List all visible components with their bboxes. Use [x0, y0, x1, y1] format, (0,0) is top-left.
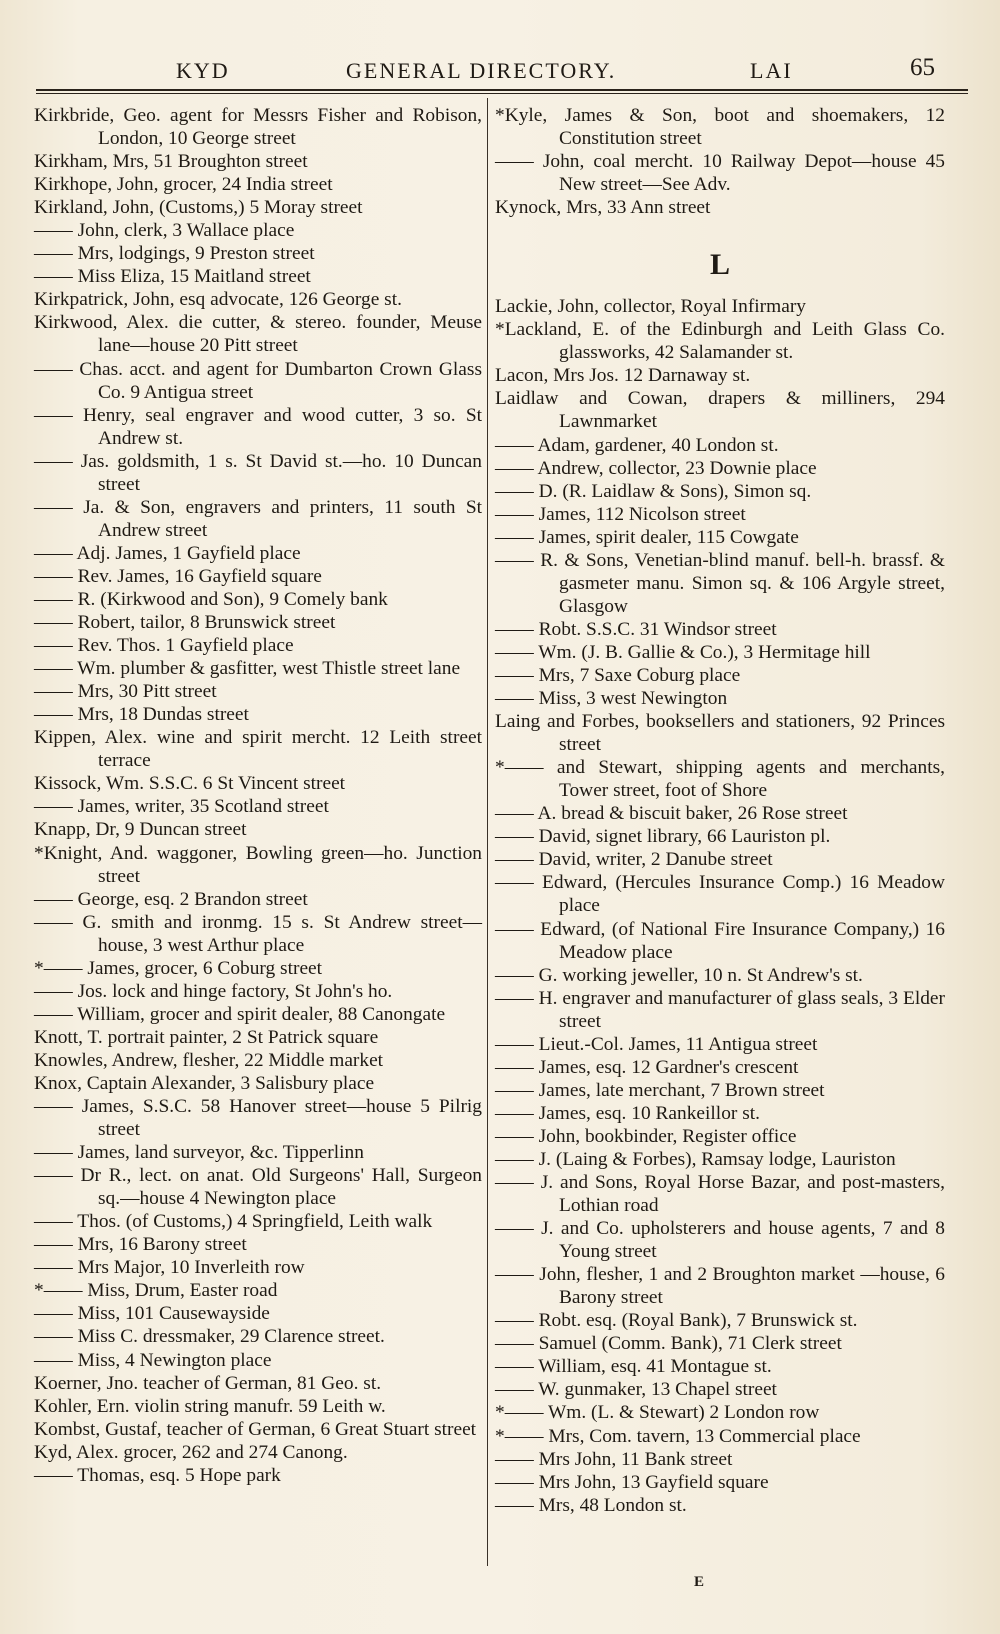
directory-entry: —— Mrs, 16 Barony street: [34, 1234, 247, 1256]
directory-entry: —— Miss, 4 Newington place: [34, 1349, 272, 1371]
right-column: [495, 104, 945, 1517]
directory-entry: —— Mrs, 7 Saxe Coburg place: [495, 664, 741, 686]
column-divider: [487, 98, 488, 1566]
header-left-guide-word: KYD: [176, 58, 230, 83]
directory-entry: Kissock, Wm. S.S.C. 6 St Vincent street: [34, 773, 346, 795]
directory-entry: —— Thos. (of Customs,) 4 Springfield, Leith walk: [34, 1211, 433, 1233]
directory-entry: —— Robert, tailor, 8 Brunswick street: [34, 612, 336, 634]
directory-entry: —— David, writer, 2 Danube street: [495, 849, 773, 871]
directory-entry: —— Mrs, 48 London st.: [495, 1494, 687, 1516]
directory-entry: —— Mrs John, 13 Gayfield square: [495, 1471, 769, 1493]
directory-entry: —— James, land surveyor, &c. Tipperlinn: [34, 1142, 364, 1164]
directory-entry: —— John, clerk, 3 Wallace place: [34, 220, 295, 242]
directory-entry: —— Mrs Major, 10 Inverleith row: [34, 1257, 305, 1279]
directory-entry: Kirkland, John, (Customs,) 5 Moray street: [34, 197, 363, 219]
directory-entry: *—— Miss, Drum, Easter road: [34, 1280, 278, 1302]
directory-entry: —— Edward, (of National Fire Insurance Company,) 16 Meadow place: [495, 918, 945, 963]
directory-entry: —— John, coal mercht. 10 Railway Depot—house 45 New street—See Adv.: [495, 151, 945, 196]
directory-entry: —— James, S.S.C. 58 Hanover street—house 5 Pilrig street: [34, 1096, 482, 1141]
directory-entry: —— J. and Co. upholsterers and house agents, 7 and 8 Young street: [495, 1218, 945, 1263]
directory-entry: —— Mrs, 30 Pitt street: [34, 681, 217, 703]
directory-entry: Kippen, Alex. wine and spirit mercht. 12 Leith street terrace: [34, 727, 482, 772]
directory-entry: *Lackland, E. of the Edinburgh and Leith Glass Co. glassworks, 42 Salamander st.: [495, 319, 945, 364]
directory-entry: —— W. gunmaker, 13 Chapel street: [495, 1379, 777, 1401]
directory-entry: —— Ja. & Son, engravers and printers, 11 south St Andrew street: [34, 496, 482, 541]
directory-entry: Kirkham, Mrs, 51 Broughton street: [34, 151, 308, 173]
directory-entry: Kirkpatrick, John, esq advocate, 126 George st.: [34, 289, 402, 311]
directory-entry: Lacon, Mrs Jos. 12 Darnaway st.: [495, 365, 751, 387]
directory-entry: —— R. & Sons, Venetian-blind manuf. bell-h. brassf. & gasmeter manu. Simon sq. & 106 Argyle street, Glasgow: [495, 549, 945, 617]
page-number: 65: [910, 54, 935, 81]
directory-entry: *Kyle, James & Son, boot and shoemakers, 12 Constitution street: [495, 105, 945, 150]
directory-entry: —— Jos. lock and hinge factory, St John's ho.: [34, 980, 393, 1002]
signature-mark: E: [694, 1574, 705, 1590]
directory-entry: —— Mrs John, 11 Bank street: [495, 1448, 733, 1470]
directory-entry: *—— James, grocer, 6 Coburg street: [34, 957, 323, 979]
directory-entry: —— Andrew, collector, 23 Downie place: [495, 457, 817, 479]
directory-entry: —— James, esq. 12 Gardner's crescent: [495, 1056, 799, 1078]
directory-entry: —— John, flesher, 1 and 2 Broughton market —house, 6 Barony street: [495, 1264, 945, 1309]
directory-entry: —— R. (Kirkwood and Son), 9 Comely bank: [34, 588, 388, 610]
directory-entry: —— G. working jeweller, 10 n. St Andrew's st.: [495, 964, 863, 986]
directory-entry: Knowles, Andrew, flesher, 22 Middle market: [34, 1049, 384, 1071]
directory-entry: Lackie, John, collector, Royal Infirmary: [495, 296, 806, 318]
directory-entry: —— Rev. Thos. 1 Gayfield place: [34, 635, 294, 657]
section-letter-heading: L: [709, 248, 730, 282]
directory-entry: —— A. bread & biscuit baker, 26 Rose street: [495, 803, 848, 825]
directory-entry: —— John, bookbinder, Register office: [495, 1125, 797, 1147]
directory-entry: —— James, 112 Nicolson street: [495, 503, 746, 525]
directory-entry: *—— Mrs, Com. tavern, 13 Commercial place: [495, 1425, 861, 1447]
directory-entry: *—— and Stewart, shipping agents and merchants, Tower street, foot of Shore: [495, 757, 945, 802]
running-header: [36, 52, 970, 86]
directory-entry: —— Edward, (Hercules Insurance Comp.) 16 Meadow place: [495, 872, 945, 917]
directory-entry: Kirkwood, Alex. die cutter, & stereo. founder, Meuse lane—house 20 Pitt street: [34, 312, 482, 357]
directory-entry: —— James, late merchant, 7 Brown street: [495, 1079, 825, 1101]
directory-entry: —— D. (R. Laidlaw & Sons), Simon sq.: [495, 480, 812, 502]
directory-entry: —— Adj. James, 1 Gayfield place: [34, 542, 301, 564]
directory-entry: Knox, Captain Alexander, 3 Salisbury place: [34, 1072, 375, 1094]
directory-entry: —— Wm. (J. B. Gallie & Co.), 3 Hermitage hill: [495, 641, 871, 663]
directory-entry: Laidlaw and Cowan, drapers & milliners, 294 Lawnmarket: [495, 388, 945, 433]
directory-entry: —— Henry, seal engraver and wood cutter, 3 so. St Andrew st.: [34, 404, 482, 449]
directory-entry: —— Miss, 101 Causewayside: [34, 1303, 270, 1325]
directory-entry: —— Wm. plumber & gasfitter, west Thistle street lane: [34, 658, 461, 680]
left-column: [34, 104, 482, 1487]
right-column-k-entries: [495, 104, 945, 219]
right-column-l-entries: [495, 295, 945, 1516]
directory-entry: —— Samuel (Comm. Bank), 71 Clerk street: [495, 1333, 842, 1355]
directory-entry: Laing and Forbes, booksellers and stationers, 92 Princes street: [495, 711, 945, 756]
directory-entry: Kohler, Ern. violin string manufr. 59 Leith w.: [34, 1395, 386, 1417]
directory-entry: —— Robt. S.S.C. 31 Windsor street: [495, 618, 777, 640]
directory-entry: —— Rev. James, 16 Gayfield square: [34, 565, 322, 587]
directory-entry: Kynock, Mrs, 33 Ann street: [495, 197, 711, 219]
directory-entry: —— Robt. esq. (Royal Bank), 7 Brunswick st.: [495, 1310, 858, 1332]
directory-entry: Kyd, Alex. grocer, 262 and 274 Canong.: [34, 1441, 348, 1463]
directory-entry: —— Miss Eliza, 15 Maitland street: [34, 266, 311, 288]
directory-entry: —— Chas. acct. and agent for Dumbarton Crown Glass Co. 9 Antigua street: [34, 358, 482, 403]
directory-entry: —— William, grocer and spirit dealer, 88 Canongate: [34, 1003, 446, 1025]
directory-entry: —— Miss C. dressmaker, 29 Clarence street.: [34, 1326, 385, 1348]
header-right-guide-word: LAI: [750, 58, 793, 83]
directory-entry: —— Jas. goldsmith, 1 s. St David st.—ho. 10 Duncan street: [34, 450, 482, 495]
directory-entry: Knott, T. portrait painter, 2 St Patrick square: [34, 1026, 379, 1048]
directory-entry: —— Mrs, 18 Dundas street: [34, 704, 249, 726]
directory-entry: —— Mrs, lodgings, 9 Preston street: [34, 243, 315, 265]
directory-entry: —— George, esq. 2 Brandon street: [34, 888, 308, 910]
directory-entry: —— Dr R., lect. on anat. Old Surgeons' Hall, Surgeon sq.—house 4 Newington place: [34, 1165, 482, 1210]
directory-entry: —— J. (Laing & Forbes), Ramsay lodge, Lauriston: [495, 1148, 896, 1170]
directory-entry: —— James, spirit dealer, 115 Cowgate: [495, 526, 799, 548]
directory-entry: —— William, esq. 41 Montague st.: [495, 1356, 772, 1378]
directory-entry: —— Adam, gardener, 40 London st.: [495, 434, 779, 456]
directory-entry: Knapp, Dr, 9 Duncan street: [34, 819, 247, 841]
directory-entry: *—— Wm. (L. & Stewart) 2 London row: [495, 1402, 820, 1424]
directory-entry: —— Miss, 3 west Newington: [495, 688, 728, 710]
directory-entry: Kirkhope, John, grocer, 24 India street: [34, 174, 333, 196]
directory-entry: Kirkbride, Geo. agent for Messrs Fisher and Robison, London, 10 George street: [34, 105, 482, 150]
directory-entry: *Knight, And. waggoner, Bowling green—ho. Junction street: [34, 842, 482, 887]
directory-entry: —— James, esq. 10 Rankeillor st.: [495, 1102, 760, 1124]
directory-entry: —— G. smith and ironmg. 15 s. St Andrew street—house, 3 west Arthur place: [34, 911, 482, 956]
header-title: GENERAL DIRECTORY.: [346, 58, 617, 83]
directory-entry: —— James, writer, 35 Scotland street: [34, 796, 329, 818]
directory-entry: —— Thomas, esq. 5 Hope park: [34, 1464, 281, 1486]
directory-entry: Kombst, Gustaf, teacher of German, 6 Great Stuart street: [34, 1418, 477, 1440]
directory-entry: —— David, signet library, 66 Lauriston pl.: [495, 826, 831, 848]
header-rule: [36, 89, 968, 94]
directory-entry: —— J. and Sons, Royal Horse Bazar, and post-masters, Lothian road: [495, 1172, 945, 1217]
directory-entry: —— Lieut.-Col. James, 11 Antigua street: [495, 1033, 818, 1055]
directory-entry: Koerner, Jno. teacher of German, 81 Geo. st.: [34, 1372, 382, 1394]
directory-entry: —— H. engraver and manufacturer of glass seals, 3 Elder street: [495, 987, 945, 1032]
